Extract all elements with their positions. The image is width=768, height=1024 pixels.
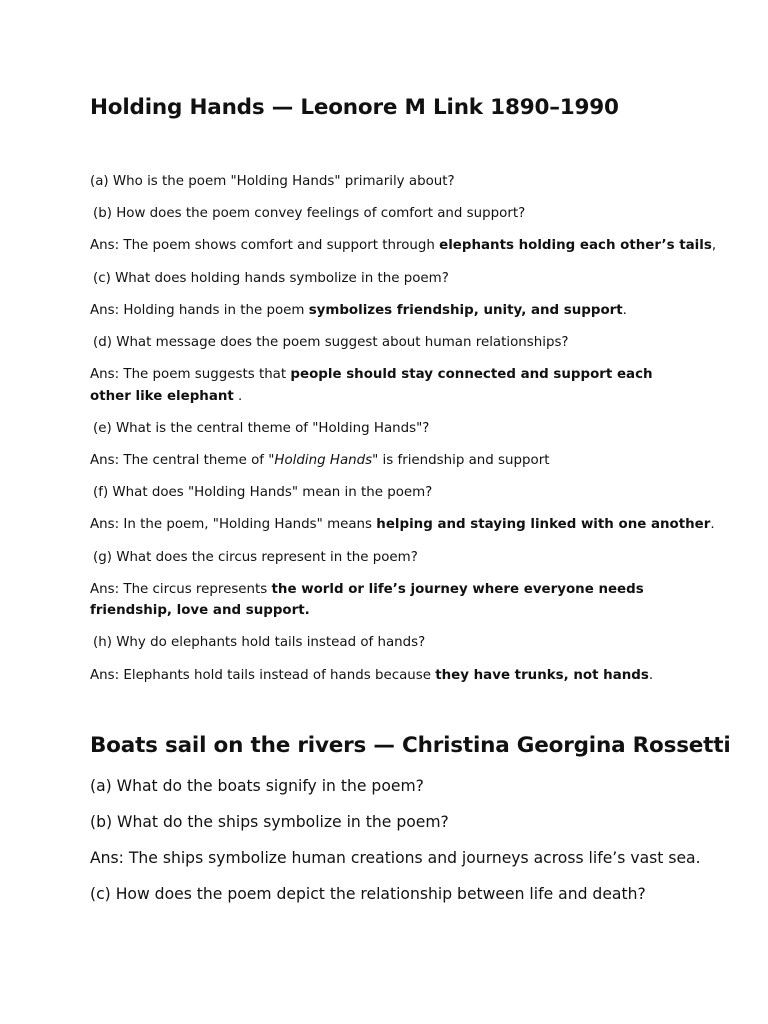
answer-h-end: .: [648, 667, 654, 683]
answer-e-end: is friendship and support: [378, 453, 550, 469]
question-b: (b) How does the poem convey feelings of comfort and support?: [93, 206, 526, 222]
question-f: (f) What does "Holding Hands" mean in the poem?: [93, 485, 433, 501]
answer-f: [90, 514, 715, 535]
answer-b-text: Ans: The poem shows comfort and support through: [90, 238, 440, 254]
answer-d: [90, 364, 690, 407]
question-c: (c) What does holding hands symbolize in the poem?: [93, 270, 449, 286]
answer-d-text: Ans: The poem suggests that: [90, 367, 291, 383]
answer-d-bold: people should stay connected and support each other like elephant: [90, 367, 653, 404]
question-a: (a) Who is the poem "Holding Hands" primarily about?: [90, 174, 455, 189]
section-title-holding-hands: Holding Hands — Leonore M Link 1890–1990: [90, 95, 619, 120]
answer-g-bold: the world or life’s journey where everyone needs friendship, love and support.: [90, 581, 644, 619]
answer-c-text: Ans: Holding hands in the poem: [90, 302, 309, 318]
answer-g-text: Ans: The circus represents: [90, 581, 272, 597]
question-h: (h) Why do elephants hold tails instead of hands?: [93, 635, 426, 651]
answer-b-end: ,: [711, 238, 717, 254]
answer-e-italic: "Holding Hands": [268, 453, 379, 469]
answer-f-text: Ans: In the poem, "Holding Hands" means: [90, 517, 377, 533]
answer-h-text: Ans: Elephants hold tails instead of hands because: [90, 667, 436, 683]
answer-b: [90, 235, 717, 256]
answer-d-end: .: [233, 388, 243, 404]
boats-sail-qa: [90, 774, 710, 918]
section-title-boats-sail: Boats sail on the rivers — Christina Georgina Rossetti: [90, 733, 731, 758]
boats-question-a: (a) What do the boats signify in the poem?: [90, 777, 424, 795]
holding-hands-qa: [90, 171, 717, 697]
answer-c-end: .: [622, 302, 627, 318]
answer-e-text: Ans: The central theme of: [90, 453, 269, 469]
answer-f-end: .: [710, 517, 715, 533]
boats-question-b: (b) What do the ships symbolize in the poem?: [90, 813, 449, 831]
answer-c: [90, 300, 690, 321]
question-e: (e) What is the central theme of "Holding Hands"?: [93, 420, 430, 436]
boats-question-c: (c) How does the poem depict the relationship between life and death?: [90, 885, 646, 903]
answer-c-bold: symbolizes friendship, unity, and support: [308, 302, 623, 318]
answer-b-bold: elephants holding each other’s tails: [439, 238, 712, 254]
answer-h: [90, 665, 690, 686]
answer-h-bold: they have trunks, not hands: [435, 667, 649, 683]
question-g: (g) What does the circus represent in the poem?: [93, 549, 418, 565]
answer-e: [90, 450, 690, 471]
answer-g: [90, 579, 690, 622]
question-d: (d) What message does the poem suggest about human relationships?: [93, 335, 569, 351]
boats-answer-b: Ans: The ships symbolize human creations and journeys across life’s vast sea.: [90, 849, 701, 867]
answer-f-bold: helping and staying linked with one another: [376, 517, 711, 533]
